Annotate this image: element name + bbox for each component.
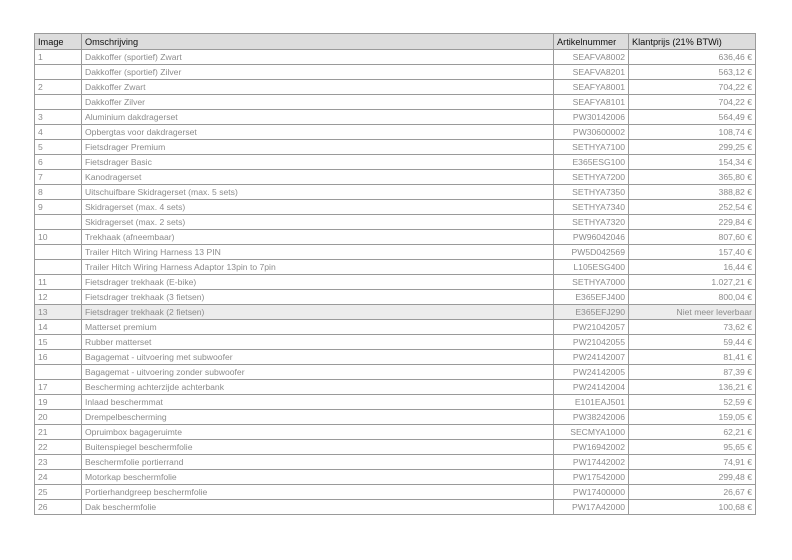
cell-description: Kanodragerset: [82, 170, 554, 185]
cell-description: Aluminium dakdragerset: [82, 110, 554, 125]
cell-price: 59,44 €: [629, 335, 756, 350]
cell-price: 564,49 €: [629, 110, 756, 125]
cell-image: [35, 215, 82, 230]
cell-article-number: PW24142004: [554, 380, 629, 395]
cell-image: 19: [35, 395, 82, 410]
cell-image: 13: [35, 305, 82, 320]
table-row: [35, 230, 756, 245]
cell-article-number: SETHYA7340: [554, 200, 629, 215]
cell-description: Motorkap beschermfolie: [82, 470, 554, 485]
cell-image: [35, 65, 82, 80]
cell-image: 7: [35, 170, 82, 185]
cell-price: 26,67 €: [629, 485, 756, 500]
cell-price: 704,22 €: [629, 80, 756, 95]
cell-image: [35, 95, 82, 110]
table-row: [35, 395, 756, 410]
cell-description: Dakkoffer Zilver: [82, 95, 554, 110]
cell-price: 95,65 €: [629, 440, 756, 455]
cell-image: 6: [35, 155, 82, 170]
cell-image: [35, 260, 82, 275]
cell-image: 21: [35, 425, 82, 440]
cell-description: Dakkoffer (sportief) Zwart: [82, 50, 554, 65]
cell-article-number: PW16942002: [554, 440, 629, 455]
cell-description: Fietsdrager Basic: [82, 155, 554, 170]
cell-price: 388,82 €: [629, 185, 756, 200]
header-image: Image: [35, 34, 82, 50]
cell-price: 563,12 €: [629, 65, 756, 80]
cell-price: 74,91 €: [629, 455, 756, 470]
table-row: [35, 185, 756, 200]
cell-price: 704,22 €: [629, 95, 756, 110]
table-row: [35, 350, 756, 365]
cell-price: 108,74 €: [629, 125, 756, 140]
cell-description: Fietsdrager trekhaak (3 fietsen): [82, 290, 554, 305]
cell-image: 23: [35, 455, 82, 470]
cell-price: 299,48 €: [629, 470, 756, 485]
cell-price: 87,39 €: [629, 365, 756, 380]
cell-article-number: E365EFJ290: [554, 305, 629, 320]
table-row: [35, 365, 756, 380]
cell-image: 5: [35, 140, 82, 155]
cell-article-number: PW17A42000: [554, 500, 629, 515]
cell-price: Niet meer leverbaar: [629, 305, 756, 320]
cell-image: 11: [35, 275, 82, 290]
table-row: [35, 155, 756, 170]
cell-article-number: SETHYA7320: [554, 215, 629, 230]
cell-article-number: PW17442002: [554, 455, 629, 470]
table-header-row: [35, 34, 756, 50]
table-row: [35, 80, 756, 95]
table-row: [35, 110, 756, 125]
table-row: [35, 425, 756, 440]
table-row: [35, 455, 756, 470]
cell-price: 365,80 €: [629, 170, 756, 185]
cell-image: [35, 365, 82, 380]
table-row: [35, 245, 756, 260]
cell-description: Fietsdrager trekhaak (2 fietsen): [82, 305, 554, 320]
cell-description: Beschermfolie portierrand: [82, 455, 554, 470]
cell-price: 157,40 €: [629, 245, 756, 260]
cell-description: Opruimbox bagageruimte: [82, 425, 554, 440]
cell-image: 15: [35, 335, 82, 350]
table-row: [35, 200, 756, 215]
cell-price: 636,46 €: [629, 50, 756, 65]
table-row: [35, 470, 756, 485]
cell-price: 73,62 €: [629, 320, 756, 335]
cell-image: 17: [35, 380, 82, 395]
table-row: [35, 275, 756, 290]
cell-image: 20: [35, 410, 82, 425]
cell-image: 26: [35, 500, 82, 515]
cell-description: Buitenspiegel beschermfolie: [82, 440, 554, 455]
cell-article-number: PW5D042569: [554, 245, 629, 260]
cell-description: Trailer Hitch Wiring Harness 13 PIN: [82, 245, 554, 260]
cell-description: Bescherming achterzijde achterbank: [82, 380, 554, 395]
cell-article-number: E365EFJ400: [554, 290, 629, 305]
cell-article-number: SEAFVA8002: [554, 50, 629, 65]
header-article-number: Artikelnummer: [554, 34, 629, 50]
table-row: [35, 125, 756, 140]
table-row: [35, 485, 756, 500]
cell-price: 52,59 €: [629, 395, 756, 410]
cell-description: Uitschuifbare Skidragerset (max. 5 sets): [82, 185, 554, 200]
cell-description: Portierhandgreep beschermfolie: [82, 485, 554, 500]
table-row: [35, 170, 756, 185]
cell-article-number: SECMYA1000: [554, 425, 629, 440]
cell-price: 154,34 €: [629, 155, 756, 170]
table-row: [35, 50, 756, 65]
cell-price: 1.027,21 €: [629, 275, 756, 290]
table-row: [35, 95, 756, 110]
cell-description: Trailer Hitch Wiring Harness Adaptor 13pin to 7pin: [82, 260, 554, 275]
table-row: [35, 410, 756, 425]
cell-article-number: PW24142007: [554, 350, 629, 365]
cell-price: 807,60 €: [629, 230, 756, 245]
cell-article-number: SETHYA7000: [554, 275, 629, 290]
cell-description: Matterset premium: [82, 320, 554, 335]
cell-description: Bagagemat - uitvoering met subwoofer: [82, 350, 554, 365]
cell-article-number: E365ESG100: [554, 155, 629, 170]
cell-article-number: SETHYA7100: [554, 140, 629, 155]
cell-image: [35, 245, 82, 260]
cell-description: Drempelbescherming: [82, 410, 554, 425]
cell-article-number: PW30600002: [554, 125, 629, 140]
cell-image: 1: [35, 50, 82, 65]
table-row: [35, 215, 756, 230]
cell-price: 299,25 €: [629, 140, 756, 155]
cell-price: 252,54 €: [629, 200, 756, 215]
table-row: [35, 290, 756, 305]
cell-price: 16,44 €: [629, 260, 756, 275]
cell-description: Trekhaak (afneembaar): [82, 230, 554, 245]
cell-price: 81,41 €: [629, 350, 756, 365]
header-customer-price: Klantprijs (21% BTWi): [629, 34, 756, 50]
table-row: [35, 140, 756, 155]
cell-description: Inlaad beschermmat: [82, 395, 554, 410]
cell-article-number: L105ESG400: [554, 260, 629, 275]
cell-image: 24: [35, 470, 82, 485]
cell-price: 100,68 €: [629, 500, 756, 515]
cell-image: 10: [35, 230, 82, 245]
cell-article-number: SETHYA7350: [554, 185, 629, 200]
cell-article-number: SEAFYA8001: [554, 80, 629, 95]
cell-description: Dak beschermfolie: [82, 500, 554, 515]
cell-description: Rubber matterset: [82, 335, 554, 350]
cell-image: 14: [35, 320, 82, 335]
cell-price: 229,84 €: [629, 215, 756, 230]
cell-article-number: SEAFVA8201: [554, 65, 629, 80]
cell-image: 12: [35, 290, 82, 305]
cell-image: 9: [35, 200, 82, 215]
price-table: [34, 33, 756, 515]
table-row: [35, 305, 756, 320]
table-row: [35, 380, 756, 395]
cell-image: 2: [35, 80, 82, 95]
cell-article-number: PW96042046: [554, 230, 629, 245]
cell-price: 136,21 €: [629, 380, 756, 395]
cell-article-number: SEAFYA8101: [554, 95, 629, 110]
cell-price: 159,05 €: [629, 410, 756, 425]
cell-description: Bagagemat - uitvoering zonder subwoofer: [82, 365, 554, 380]
cell-article-number: PW21042057: [554, 320, 629, 335]
table-row: [35, 500, 756, 515]
cell-article-number: E101EAJ501: [554, 395, 629, 410]
cell-article-number: PW17400000: [554, 485, 629, 500]
table-row: [35, 320, 756, 335]
cell-image: 8: [35, 185, 82, 200]
table-row: [35, 65, 756, 80]
cell-description: Dakkoffer (sportief) Zilver: [82, 65, 554, 80]
header-description: Omschrijving: [82, 34, 554, 50]
cell-image: 16: [35, 350, 82, 365]
cell-article-number: PW30142006: [554, 110, 629, 125]
cell-description: Fietsdrager trekhaak (E-bike): [82, 275, 554, 290]
table-row: [35, 335, 756, 350]
table-body: [35, 50, 756, 515]
cell-image: 25: [35, 485, 82, 500]
cell-price: 800,04 €: [629, 290, 756, 305]
cell-description: Fietsdrager Premium: [82, 140, 554, 155]
cell-article-number: PW17542000: [554, 470, 629, 485]
cell-article-number: SETHYA7200: [554, 170, 629, 185]
cell-description: Skidragerset (max. 4 sets): [82, 200, 554, 215]
cell-price: 62,21 €: [629, 425, 756, 440]
cell-image: 3: [35, 110, 82, 125]
cell-image: 22: [35, 440, 82, 455]
cell-description: Skidragerset (max. 2 sets): [82, 215, 554, 230]
table-row: [35, 440, 756, 455]
cell-article-number: PW21042055: [554, 335, 629, 350]
table-row: [35, 260, 756, 275]
cell-description: Opbergtas voor dakdragerset: [82, 125, 554, 140]
cell-image: 4: [35, 125, 82, 140]
cell-article-number: PW38242006: [554, 410, 629, 425]
cell-article-number: PW24142005: [554, 365, 629, 380]
cell-description: Dakkoffer Zwart: [82, 80, 554, 95]
